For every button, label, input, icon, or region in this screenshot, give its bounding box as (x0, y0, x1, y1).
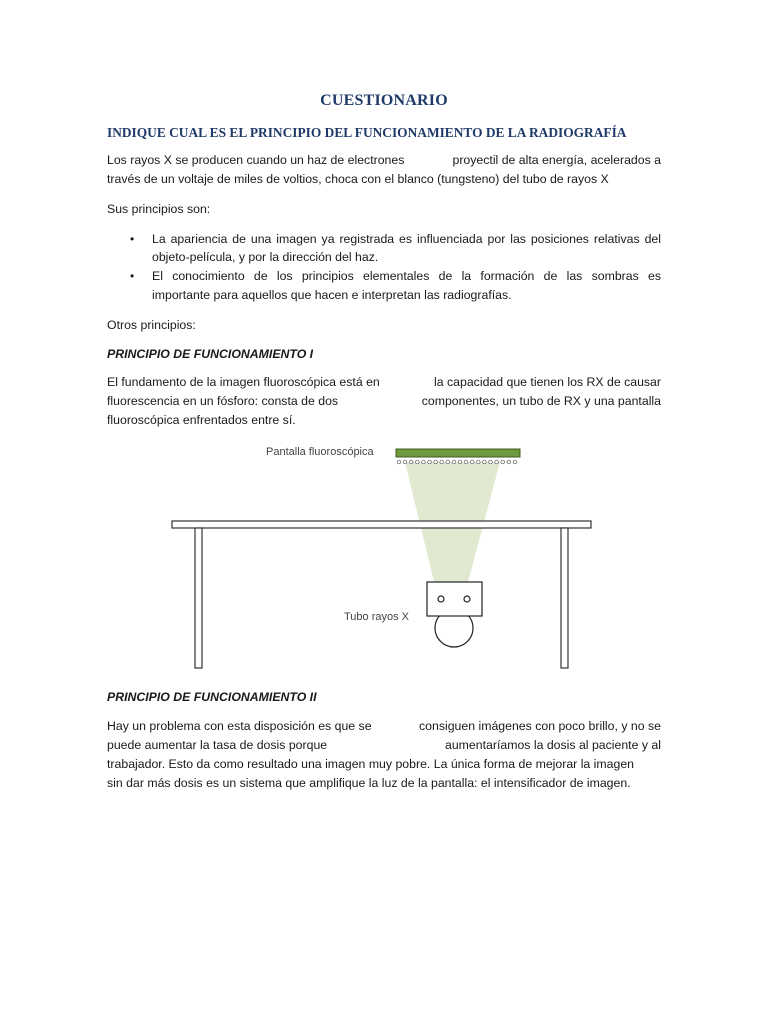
section-2-line-4: sin dar más dosis es un sistema que amplifique la luz de la pantalla: el intensificador de imagen. (107, 776, 631, 790)
principles-intro: Sus principios son: (107, 202, 211, 216)
phosphor-dot (489, 460, 493, 464)
section-2-line-1 (107, 718, 661, 734)
bullet-1-dot: • (130, 232, 135, 246)
phosphor-dot (501, 460, 505, 464)
phosphor-dot (464, 460, 468, 464)
section-2-line-1-left: Hay un problema con esta disposición es que se (107, 719, 372, 733)
phosphor-dot (403, 460, 407, 464)
phosphor-dot (446, 460, 450, 464)
section-2-line-2 (107, 737, 661, 753)
xray-tube-box (427, 582, 482, 616)
bullet-1-line-1: La apariencia de una imagen ya registrada es influenciada por las posiciones relativas del (152, 232, 661, 246)
other-principles: Otros principios: (107, 318, 196, 332)
table-top (172, 521, 591, 528)
tube-knob-left (438, 596, 444, 602)
phosphor-dot (428, 460, 432, 464)
section-2-line-2-left: puede aumentar la tasa de dosis porque (107, 738, 328, 752)
table-leg-left (195, 528, 202, 668)
phosphor-dot (416, 460, 420, 464)
phosphor-dot (470, 460, 474, 464)
section-1-line-1-left: El fundamento de la imagen fluoroscópica está en (107, 375, 380, 389)
bullet-2-dot: • (130, 269, 135, 283)
section-1-line-2 (107, 393, 661, 409)
tube-knob-right (464, 596, 470, 602)
section-1-heading: PRINCIPIO DE FUNCIONAMIENTO I (107, 347, 314, 361)
section-1-line-3: fluoroscópica enfrentados entre sí. (107, 413, 296, 427)
phosphor-dot (513, 460, 517, 464)
bullet-2-line-2: importante para aquellos que hacen e interpretan las radiografías. (152, 288, 512, 302)
section-1-line-1 (107, 374, 661, 390)
phosphor-dot (422, 460, 426, 464)
section-1-line-1-right: la capacidad que tienen los RX de causar (434, 375, 661, 389)
intro-line-1 (107, 152, 661, 168)
phosphor-dot (434, 460, 438, 464)
phosphor-dot (409, 460, 413, 464)
section-2-line-2-right: aumentaríamos la dosis al paciente y al (445, 738, 661, 752)
section-2-heading: PRINCIPIO DE FUNCIONAMIENTO II (107, 690, 317, 704)
section-1-line-2-left: fluorescencia en un fósforo: consta de dos (107, 394, 339, 408)
fluoroscopic-screen (396, 449, 520, 457)
intro-line-1-right: proyectil de alta energía, acelerados a (452, 153, 661, 167)
intro-line-2: través de un voltaje de miles de voltios, choca con el blanco (tungsteno) del tubo de rayos X (107, 172, 609, 186)
phosphor-dot (440, 460, 444, 464)
section-1-line-2-right: componentes, un tubo de RX y una pantalla (421, 394, 661, 408)
bullet-2-line-1: El conocimiento de los principios elementales de la formación de las sombras es (152, 269, 661, 283)
phosphor-dot (458, 460, 462, 464)
table-leg-right (561, 528, 568, 668)
phosphor-dot (507, 460, 511, 464)
page-title: CUESTIONARIO (320, 92, 448, 109)
phosphor-dot (495, 460, 499, 464)
question-heading: INDIQUE CUAL ES EL PRINCIPIO DEL FUNCIONAMIENTO DE LA RADIOGRAFÍA (107, 125, 627, 140)
fluoroscopy-diagram (0, 438, 768, 678)
section-2-line-1-right: consiguen imágenes con poco brillo, y no se (419, 719, 661, 733)
intro-line-1-left: Los rayos X se producen cuando un haz de electrones (107, 153, 405, 167)
phosphor-dot (397, 460, 401, 464)
screen-label: Pantalla fluoroscópica (266, 446, 374, 458)
phosphor-dot (477, 460, 481, 464)
tube-label: Tubo rayos X (344, 611, 410, 623)
phosphor-dot (483, 460, 487, 464)
section-2-line-3: trabajador. Esto da como resultado una imagen muy pobre. La única forma de mejorar la imagen (107, 757, 635, 771)
bullet-1-line-2: objeto-película, y por la dirección del haz. (152, 250, 379, 264)
phosphor-dot (452, 460, 456, 464)
